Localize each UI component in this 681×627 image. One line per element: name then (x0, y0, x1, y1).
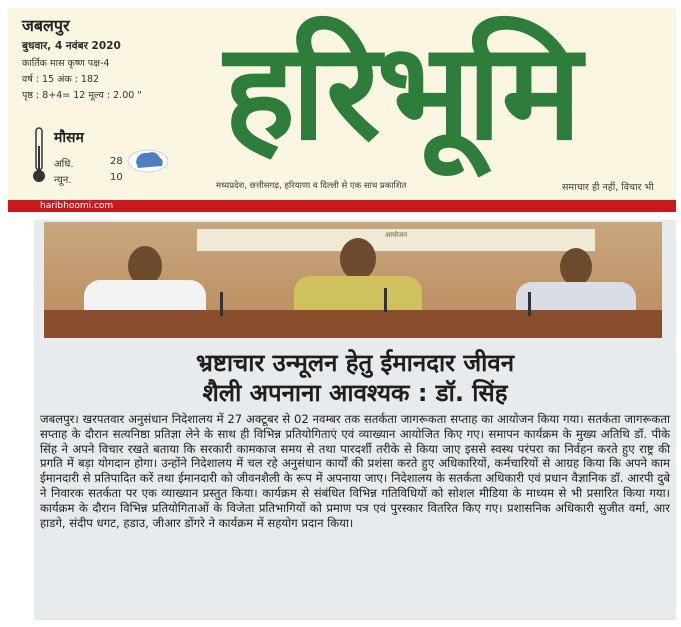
tagline-slogan: समाचार ही नहीं, विचार भी (562, 182, 654, 193)
article-body: जबलपुर। खरपतवार अनुसंधान निदेशालय में 27 अक्टूबर से 02 नवम्बर तक सतर्कता जागरूकता सप्ताह का आयोजन किया गया। सतर्कता जागरूकता सप्ताह के दौरान सत्यनिष्ठा प्रतिज्ञा लेने के साथ ही विभिन्न प्रतियोगिताएं एवं व्याख्यान आयोजित किए गए। समापन कार्यक्रम के मुख्य अतिथि डॉ. पीके सिंह ने अपने विचार रखते बताया कि सरकारी कामकाज समय से तथा पारदर्शी तरीके से किया जाए इससे स्वस्थ परंपरा का निर्वहन करते हुए राष्ट्र की प्रगति में बड़ा योगदान होगा। उन्होंने निदेशालय में चल रहे अनुसंधान कार्यों की प्रशंसा करते हुए अधिकारियों, कर्मचारियों से आग्रह किया कि अपने काम ईमानदारी से प्रतिपादित करें तथा ईमानदारी को जीवनशैली के रूप में अपनाया जाए। निदेशालय के सतर्कता अधिकारी एवं प्रधान वैज्ञानिक डॉ. आरपी दुबे ने निवारक सतर्कता पर एक व्याख्यान प्रस्तुत किया। कार्यक्रम से संबंधित विभिन्न गतिविधियों को सोशल मीडिया के माध्यम से भी प्रसारित किया गया। कार्यक्रम के दौरान विभिन्न प्रतियोगिताओं के विजेता प्रतिभागियों को प्रमाण पत्र एवं पुरस्कार वितरित किए गए। प्रशासनिक अधिकारी सुजीत वर्मा, आर हाडगे, संदीप धगट, हडाउ, जीआर डोंगरे ने कार्यक्रम में सहयोग प्रदान किया। (40, 412, 670, 530)
article-photo (44, 222, 662, 338)
issue-detail-line: वर्ष : 15 अंक : 182 (22, 74, 100, 85)
weather-box (28, 122, 218, 202)
news-clipping (34, 220, 676, 620)
newspaper-masthead (8, 8, 676, 206)
microphone (528, 292, 531, 316)
website-url: haribhoomi.com (40, 201, 114, 211)
event-banner (196, 228, 596, 252)
brand-logo-text: हरिभूमि (224, 14, 578, 170)
edition-city: जबलपुर (22, 16, 70, 35)
max-temp-value: 28 (110, 156, 123, 167)
issue-detail-line: कार्तिक मास कृष्ण पक्ष-4 (22, 58, 110, 69)
issue-detail-line: पृष्ठ : 8+4= 12 मूल्य : 2.00 " (22, 90, 142, 101)
tagline-editions: मध्यप्रदेश, छत्तीसगढ़, हरियाणा व दिल्ली से एक साथ प्रकाशित (216, 181, 407, 191)
max-temp-label: अधि. (54, 159, 74, 170)
brand-logo (224, 14, 670, 186)
article-headline (34, 348, 676, 408)
issue-date: बुधवार, 4 नवंबर 2020 (22, 40, 121, 52)
headline-line: भ्रष्टाचार उन्मूलन हेतु ईमानदार जीवन (195, 349, 515, 377)
headline-line: शैली अपनाना आवश्यक : डॉ. सिंह (202, 379, 508, 407)
microphone (220, 292, 223, 316)
issue-details (22, 38, 142, 104)
weather-title: मौसम (54, 130, 84, 146)
thermometer-icon (32, 126, 46, 186)
min-temp-label: न्यून. (54, 175, 72, 186)
min-temp-value: 10 (110, 172, 123, 183)
max-temp-row (54, 156, 123, 170)
dais-table (44, 310, 662, 338)
microphone (384, 288, 387, 312)
event-banner-text: आयोजन (384, 231, 408, 239)
min-temp-row (54, 172, 123, 186)
cloud-icon (126, 144, 170, 174)
